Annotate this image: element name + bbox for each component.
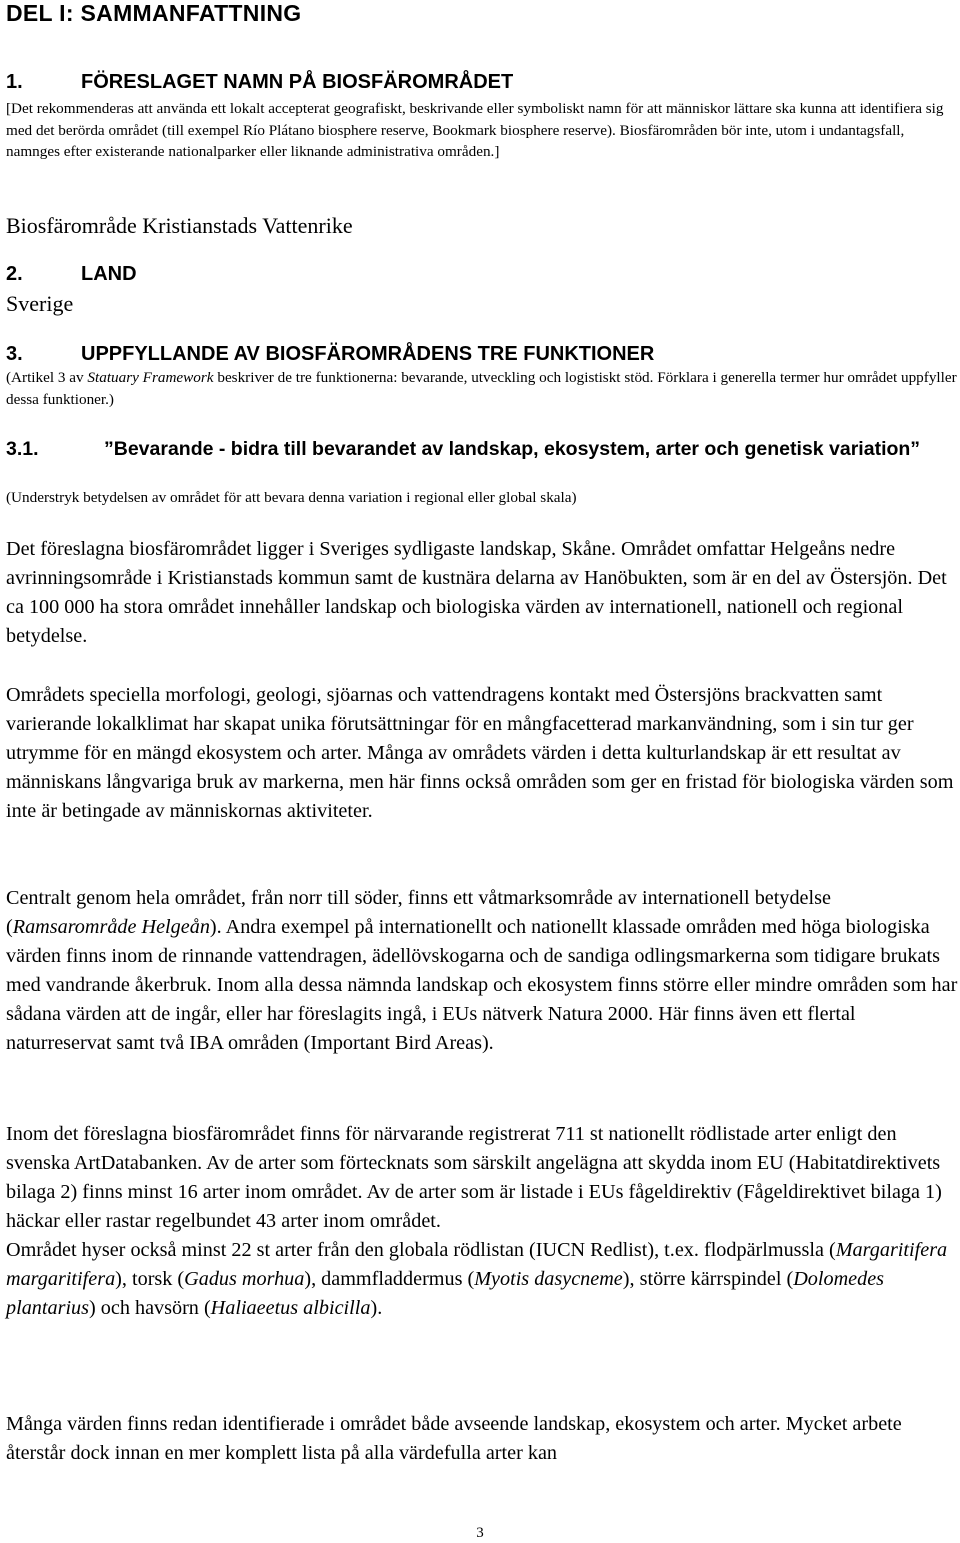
species-name: Gadus morhua (184, 1268, 305, 1290)
part-title: DEL I: SAMMANFATTNING (6, 0, 302, 26)
paragraph-4-text-4: ), dammfladdermus ( (304, 1268, 475, 1290)
paragraph-4-text-6: ) och havsörn ( (89, 1297, 211, 1319)
section-3-instruction-text: (Artikel 3 av (6, 369, 88, 386)
subsection-3-1-title: ”Bevarande - bidra till bevarandet av landskap, ekosystem, arter och genetisk variation” (104, 438, 921, 460)
species-name: Margaritifera margaritifera (6, 1239, 948, 1290)
paragraph-1: Det föreslagna biosfärområdet ligger i Sveriges sydligaste landskap, Skåne. Området omfattar Helgeåns nedre avrinningsområde i Kristianstads kommun samt de kustnära delarna av Hanöbukten, som är en del av Östersjön. Det ca 100 000 ha stora området innehåller landskap och biologiska värden av internationell, nationell och regional betydelse. (6, 538, 947, 647)
section-1-instruction: [Det rekommenderas att använda ett lokalt accepterat geografiskt, beskrivande eller symboliskt namn för att människor lättare ska kunna att identifiera sig med det berörda området (till exempel Río Plátano biosphere reserve, Bookmark biosphere reserve). Biosfärområden bör inte, utom i undantagsfall, namnges efter existerande nationalparker eller liknande administrativa områden.] (6, 100, 944, 160)
paragraph-4 (6, 1120, 958, 1323)
section-1-number: 1. (6, 71, 23, 93)
section-3-heading (6, 343, 654, 366)
section-3-number: 3. (6, 343, 23, 365)
section-2-number: 2. (6, 263, 23, 285)
species-name: Dolomedes plantarius (6, 1268, 885, 1319)
country-value: Sverige (6, 291, 74, 316)
species-name: Haliaeetus albicilla (210, 1297, 371, 1319)
biosphere-name: Biosfärområde Kristianstads Vattenrike (6, 213, 353, 238)
section-3-instruction (6, 367, 958, 410)
section-3-instruction-italic: Statuary Framework (87, 369, 214, 386)
species-name: Myotis dasycneme (474, 1268, 623, 1290)
paragraph-2: Områdets speciella morfologi, geologi, sjöarnas och vattendragens kontakt med Östersjöns brackvatten samt varierande lokalklimat har skapat unika förutsättningar för en mångfacetterad markanvändning, som i sin tur ger utrymme för en mängd ekosystem och arter. Många av områdets värden i detta kulturlandskap är ett resultat av människans långvariga bruk av markerna, men här finns också områden som ger en fristad för biologiska värden som inte är betingade av människornas aktiviteter. (6, 684, 954, 822)
paragraph-3 (6, 884, 958, 1058)
paragraph-4-text-2: Området hyser också minst 22 st arter från den globala rödlistan (IUCN Redlist), t.ex. flodpärlmussla ( (6, 1239, 836, 1261)
paragraph-4-text-7: ). (370, 1297, 383, 1319)
paragraph-4-text: Inom det föreslagna biosfärområdet finns för närvarande registrerat 711 st nationellt rödlistade arter enligt den svenska ArtDatabanken. Av de arter som förtecknats som särskilt angelägna att skydda inom EU (Habitatdirektivets bilaga 2) finns minst 16 arter inom området. Av de arter som är listade i EUs fågeldirektiv (Fågeldirektivet bilaga 1) häckar eller rastar regelbundet 43 arter inom området. (6, 1123, 942, 1232)
subsection-3-1-heading (6, 437, 960, 462)
section-1-title: FÖRESLAGET NAMN PÅ BIOSFÄROMRÅDET (81, 71, 514, 93)
ramsar-site-name: Ramsarområde Helgeån (12, 916, 210, 938)
section-1-heading (6, 71, 513, 94)
page-number: 3 (476, 1525, 484, 1541)
paragraph-3-text: Centralt genom hela området, från norr till söder, finns ett våtmarksområde av internationell betydelse ( (6, 887, 831, 938)
section-3-instruction-text-2: beskriver de tre funktionerna: bevarande, utveckling och logistiskt stöd. Förklara i generella termer hur området uppfyller dessa funktioner.) (6, 369, 957, 408)
subsection-3-1-number: 3.1. (6, 438, 39, 460)
paragraph-5: Många värden finns redan identifierade i området både avseende landskap, ekosystem och arter. Mycket arbete återstår dock innan en mer komplett lista på alla värdefulla arter kan (6, 1413, 902, 1464)
paragraph-4-text-3: ), torsk ( (115, 1268, 185, 1290)
section-2-title: LAND (81, 263, 137, 285)
section-2-heading (6, 263, 137, 286)
paragraph-3-text-2: ). Andra exempel på internationellt och nationellt klassade områden med höga biologiska värden finns inom de rinnande vattendragen, ädellövskogarna och de sandiga odlingsmarkerna som tidigare brukats med vandrande åkerbruk. Inom alla dessa nämnda landskap och ekosystem finns större eller mindre områden som har sådana värden att de ingår, eller har föreslagits ingå, i EUs nätverk Natura 2000. Här finns även ett flertal naturreservat samt två IBA områden (Important Bird Areas). (6, 916, 958, 1054)
section-3-title: UPPFYLLANDE AV BIOSFÄROMRÅDENS TRE FUNKTIONER (81, 343, 655, 365)
paragraph-4-text-5: ), större kärrspindel ( (622, 1268, 794, 1290)
subsection-3-1-instruction: (Understryk betydelsen av området för att bevara denna variation i regional eller global skala) (6, 489, 577, 506)
